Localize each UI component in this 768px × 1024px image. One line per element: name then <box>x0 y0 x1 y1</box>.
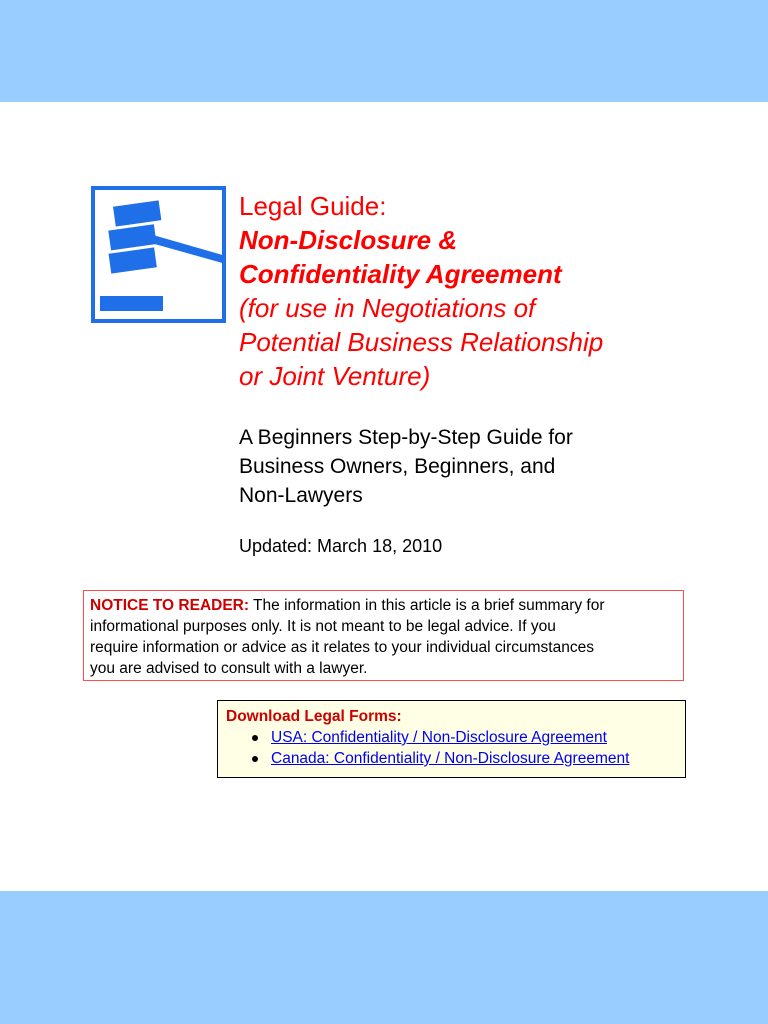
notice-lead: NOTICE TO READER: <box>90 597 250 614</box>
title-line-agreement: Confidentiality Agreement <box>239 259 562 289</box>
bullet-icon <box>252 756 258 762</box>
bullet-icon <box>252 735 258 741</box>
title-line-nda: Non-Disclosure & <box>239 225 458 255</box>
document-title <box>239 189 759 393</box>
subtitle-line-1: A Beginners Step-by-Step Guide for <box>239 426 573 449</box>
title-line-use: (for use in Negotiations of <box>239 293 536 323</box>
notice-box <box>83 590 684 681</box>
title-line-venture: or Joint Venture) <box>239 361 431 391</box>
list-item <box>226 727 677 748</box>
top-banner <box>0 0 768 102</box>
download-title: Download Legal Forms: <box>226 708 402 725</box>
notice-line-2: informational purposes only. It is not meant to be legal advice. If you <box>90 618 556 635</box>
notice-line-4: you are advised to consult with a lawyer. <box>90 660 368 677</box>
notice-line-3: require information or advice as it relates to your individual circumstances <box>90 639 594 656</box>
usa-nda-link[interactable]: USA: Confidentiality / Non-Disclosure Agreement <box>271 729 607 746</box>
notice-line-1-text: The information in this article is a brief summary for <box>249 597 605 614</box>
updated-date: Updated: March 18, 2010 <box>239 536 443 556</box>
bottom-banner <box>0 891 768 1024</box>
list-item <box>226 748 677 769</box>
subtitle-line-3: Non-Lawyers <box>239 484 363 507</box>
subtitle-line-2: Business Owners, Beginners, and <box>239 455 556 478</box>
gavel-icon <box>91 186 226 323</box>
download-links <box>226 727 677 769</box>
title-line-guide: Legal Guide: <box>239 191 387 221</box>
download-box <box>217 700 686 778</box>
title-line-relationship: Potential Business Relationship <box>239 327 604 357</box>
document-subtitle <box>239 423 739 510</box>
notice-line-1 <box>90 595 677 616</box>
canada-nda-link[interactable]: Canada: Confidentiality / Non-Disclosure Agreement <box>271 750 630 767</box>
